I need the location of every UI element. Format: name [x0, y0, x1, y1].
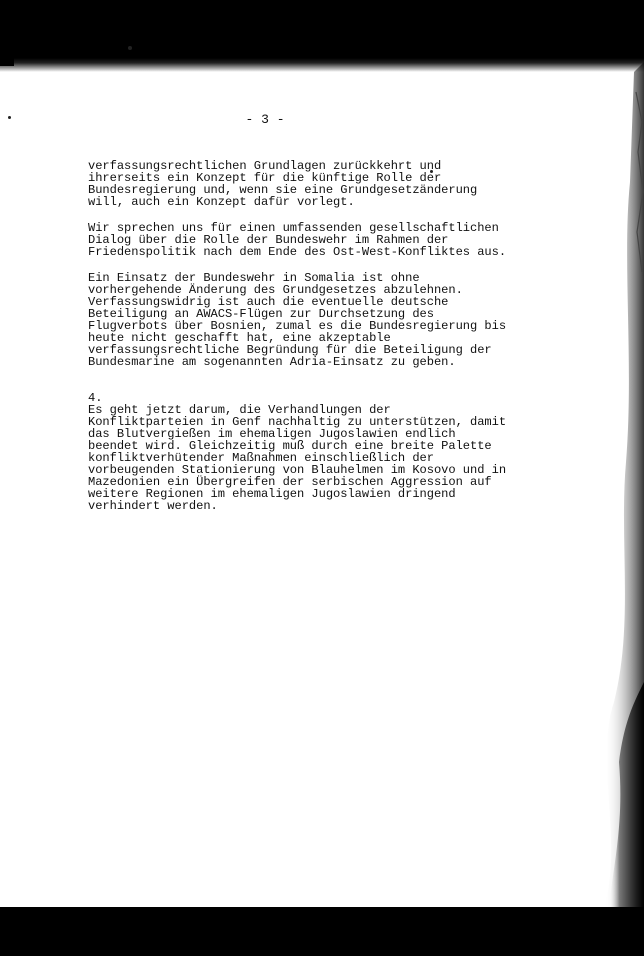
paragraph-1: verfassungsrechtlichen Grundlagen zurückkehrt und ihrerseits ein Konzept für die künftige Rolle der Bundesregierung und, wenn sie eine Grundgesetzänderung will, auch ein Konzept dafür vorlegt.	[88, 159, 478, 209]
scan-left-mark	[0, 40, 14, 66]
page-number: - 3 -	[245, 112, 285, 127]
scan-top-border	[0, 0, 644, 62]
paragraph-2: Wir sprechen uns für einen umfassenden gesellschaftlichen Dialog über die Rolle der Bundeswehr im Rahmen der Friedenspolitik nach dem Ende des Ost-West-Konfliktes aus.	[88, 221, 507, 259]
document-body	[88, 160, 548, 512]
section-4: 4. Es geht jetzt darum, die Verhandlungen der Konfliktparteien in Genf nachhaltig zu unterstützen, damit das Blutvergießen im ehemaligen Jugoslawien endlich beendet wird. Gleichzeitig muß durch eine breite Palette konfliktverhütender Maßnahmen einschließlich der vorbeugenden Stationierung von Blauhelmen im Kosovo und in Mazedonien ein Übergreifen der serbischen Aggression auf weitere Regionen im ehemaligen Jugoslawien dringend verhindert werden.	[88, 391, 507, 513]
scan-speck	[128, 46, 132, 50]
section-number: 4.	[88, 391, 103, 405]
scan-bottom-border	[0, 907, 644, 956]
paragraph-3: Ein Einsatz der Bundeswehr in Somalia ist ohne vorhergehende Änderung des Grundgesetzes abzulehnen. Verfassungswidrig ist auch die eventuelle deutsche Beteiligung an AWACS-Flügen zur Durchsetzung des Flugverbots über Bosnien, zumal es die Bundesregierung bis heute nicht geschafft hat, eine akzeptable verfassungsrechtliche Begründung für die Beteiligung der Bundesmarine am sogenannten Adria-Einsatz zu geben.	[88, 271, 507, 369]
scan-right-edge-noise	[564, 62, 644, 907]
scan-top-edge	[0, 58, 644, 72]
